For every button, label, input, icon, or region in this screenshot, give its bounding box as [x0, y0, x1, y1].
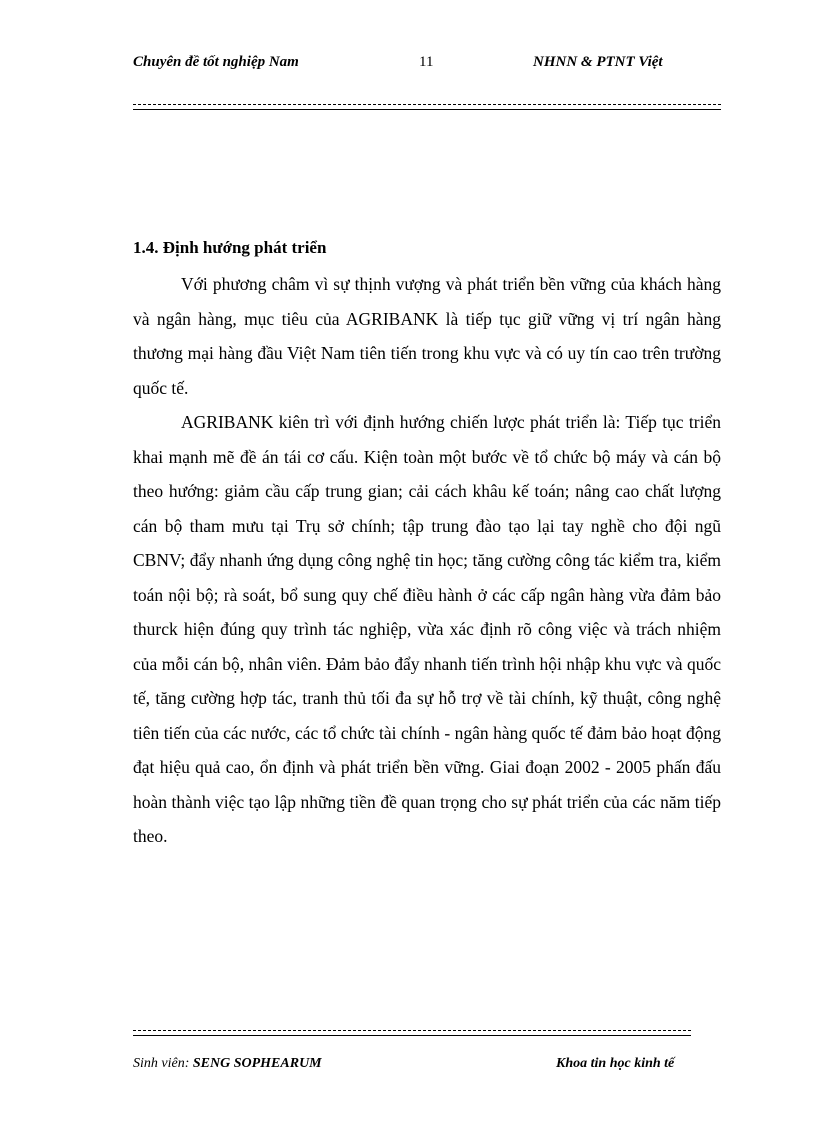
section-heading: 1.4. Định hướng phát triển	[133, 238, 327, 257]
header-divider	[133, 104, 721, 105]
footer-faculty: Khoa tin học kinh tế	[556, 1056, 675, 1071]
student-label: Sinh viên:	[133, 1056, 193, 1071]
footer-divider-solid	[133, 1035, 691, 1036]
header-title: Chuyên đề tốt nghiệp Nam	[133, 54, 299, 70]
paragraph: Với phương châm vì sự thịnh vượng và phát triển bền vững của khách hàng và ngân hàng, mục tiêu của AGRIBANK là tiếp tục giữ vững vị trí ngân hàng thương mại hàng đầu Việt Nam tiên tiến trong khu vực và có uy tín cao trên trường quốc tế.	[133, 274, 721, 398]
page-number: 11	[419, 54, 434, 70]
section-body	[133, 267, 721, 854]
header-divider-solid	[133, 109, 721, 110]
footer-divider	[133, 1030, 691, 1031]
footer-student	[133, 1055, 322, 1073]
paragraph: AGRIBANK kiên trì với định hướng chiến lược phát triển là: Tiếp tục triển khai mạnh mẽ đề án tái cơ cấu. Kiện toàn một bước về tổ chức bộ máy và cán bộ theo hướng: giảm cầu cấp trung gian; cải cách khâu kế toán; nâng cao chất lượng cán bộ tham mưu tại Trụ sở chính; tập trung đào tạo lại tay nghề cho đội ngũ CBNV; đẩy nhanh ứng dụng công nghệ tin học; tăng cường công tác kiểm tra, kiểm toán nội bộ; rà soát, bổ sung quy chế điều hành ở các cấp ngân hàng vừa đảm bảo thurck hiện đúng quy trình tác nghiệp, vừa xác định rõ công việc và trách nhiệm của mỗi cán bộ, nhân viên. Đảm bảo đẩy nhanh tiến trình hội nhập khu vực và quốc tế, tăng cường hợp tác, tranh thủ tối đa sự hỗ trợ về tài chính, kỹ thuật, công nghệ tiên tiến của các nước, các tổ chức tài chính - ngân hàng quốc tế đảm bảo hoạt động đạt hiệu quả cao, ổn định và phát triển bền vững. Giai đoạn 2002 - 2005 phấn đấu hoàn thành việc tạo lập những tiền đề quan trọng cho sự phát triển của các năm tiếp theo.	[133, 412, 721, 846]
header-organization: NHNN & PTNT Việt	[533, 54, 663, 70]
student-name: SENG SOPHEARUM	[192, 1056, 322, 1071]
